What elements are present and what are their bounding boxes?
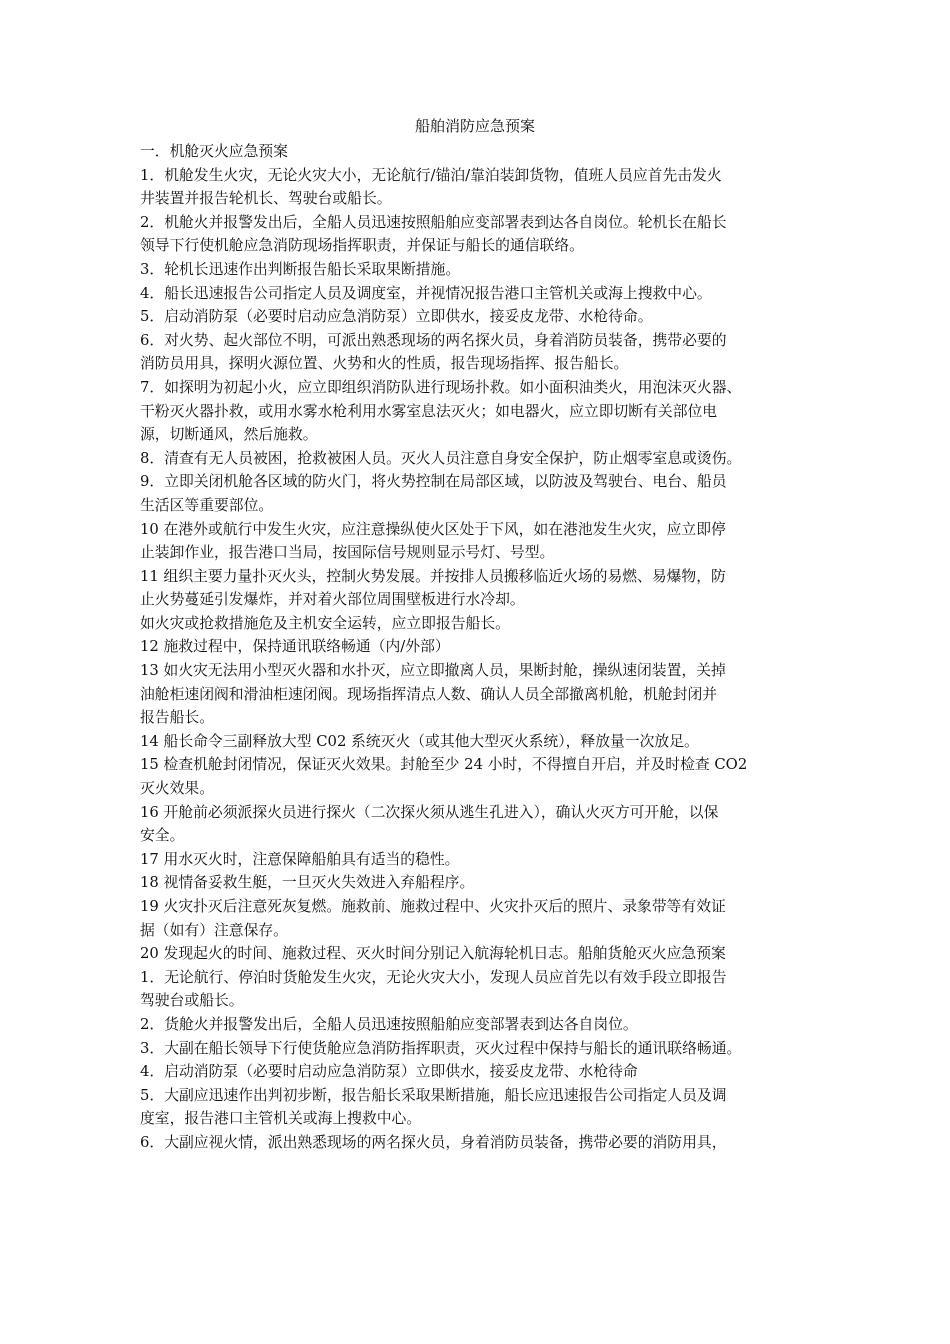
paragraph (140, 895, 830, 942)
text-line: 15 检查机舱封闭情况，保证灭火效果。封舱至少 24 小时，不得擅自开启，并及时检查 CO2 (140, 756, 748, 774)
paragraph (140, 447, 830, 471)
paragraph (140, 1060, 830, 1084)
paragraph (140, 848, 830, 872)
text-line: 领导下行使机舱应急消防现场指挥职责，并保证与船长的通信联络。 (140, 237, 584, 255)
text-line: 度室，报告港口主管机关或海上搜救中心。 (140, 1110, 422, 1128)
paragraph (140, 1084, 830, 1131)
text-line: 17 用水灭火时，注意保障船舶具有适当的稳性。 (140, 850, 460, 868)
paragraph (140, 329, 830, 376)
paragraph (140, 164, 830, 211)
paragraph (140, 942, 830, 966)
text-line: 8．清查有无人员被困，抢救被困人员。灭火人员注意自身安全保护，防止烟零室息或烫伤。 (140, 449, 742, 467)
text-line: 驾驶台或船长。 (140, 992, 244, 1010)
text-line: 报告船长。 (140, 709, 214, 727)
text-line: 7．如探明为初起小火，应立即组织消防队进行现场扑救。如小面积油类火，用泡沫灭火器、 (140, 378, 742, 396)
paragraph (140, 470, 830, 517)
text-line: 19 火灾扑灭后注意死灰复燃。施救前、施救过程中、火灾扑灭后的照片、录象带等有效证 (140, 898, 726, 915)
text-line: 源，切断通风，然后施救。 (140, 426, 318, 444)
paragraph (140, 305, 830, 329)
paragraph (140, 1037, 830, 1061)
text-line: 5．大副应迅速作出判初步断，报告船长采取果断措施，船长应迅速报告公司指定人员及调 (140, 1086, 727, 1104)
paragraph (140, 518, 830, 565)
document-title: 船舶消防应急预案 (414, 117, 535, 135)
text-line: 据（如有）注意保存。 (140, 921, 288, 939)
text-line: 灭火效果。 (140, 780, 214, 798)
text-line: 3．轮机长迅速作出判断报告船长采取果断措施。 (140, 260, 461, 278)
document-body (140, 140, 830, 1155)
text-line: 生活区等重要部位。 (140, 496, 274, 514)
paragraph (140, 659, 830, 730)
text-line: 一．机舱灭火应急预案 (140, 143, 288, 160)
text-line: 2．机舱火并报警发出后，全船人员迅速按照船舶应变部署表到达各自岗位。轮机长在船长 (140, 213, 727, 231)
paragraph (140, 635, 830, 659)
paragraph (140, 753, 830, 800)
text-line: 4．船长迅速报告公司指定人员及调度室，并视情况报告港口主管机关或海上搜救中心。 (140, 284, 712, 302)
paragraph (140, 966, 830, 1013)
text-line: 1．机舱发生火灾，无论火灾大小，无论航行/锚泊/靠泊装卸货物，值班人员应首先击发火 (140, 166, 722, 184)
text-line: 止火势蔓延引发爆炸，并对着火部位周围壁板进行水冷却。 (140, 591, 525, 609)
paragraph (140, 258, 830, 282)
text-line: 干粉灭火器扑救，或用水雾水枪利用水雾室息法灭火；如电器火，应立即切断有关部位电 (140, 402, 718, 420)
paragraph (140, 612, 830, 636)
paragraph (140, 282, 830, 306)
text-line: 16 开舱前必须派探火员进行探火（二次探火须从逃生孔进入），确认火灭方可开舱，以保 (140, 803, 719, 821)
paragraph (140, 211, 830, 258)
text-line: 18 视情备妥救生艇，一旦灭火失效进入弃船程序。 (140, 874, 475, 892)
paragraph (140, 730, 830, 754)
text-line: 如火灾或抢救措施危及主机安全运转，应立即报告船长。 (140, 614, 510, 632)
paragraph (140, 1131, 830, 1155)
text-line: 20 发现起火的时间、施救过程、灭火时间分别记入航海轮机日志。船舶货舱灭火应急预案 (140, 945, 726, 963)
text-line: 1．无论航行、停泊时货舱发生火灾，无论火灾大小，发现人员应首先以有效手段立即报告 (140, 968, 727, 986)
text-line: 10 在港外或航行中发生火灾，应注意操纵使火区处于下风，如在港池发生火灾，应立即停 (140, 520, 726, 538)
text-line: 井装置并报告轮机长、驾驶台或船长。 (140, 190, 392, 208)
text-line: 6．大副应视火情，派出熟悉现场的两名探火员，身着消防员装备，携带必要的消防用具， (140, 1133, 727, 1151)
paragraph (140, 801, 830, 848)
text-line: 6．对火势、起火部位不明，可派出熟悉现场的两名探火员，身着消防员装备，携带必要的 (140, 331, 727, 349)
text-line: 2．货舱火并报警发出后，全船人员迅速按照船舶应变部署表到达各自岗位。 (140, 1015, 638, 1033)
text-line: 安全。 (140, 827, 185, 845)
text-line: 3．大副在船长领导下行使货舱应急消防指挥职责，灭火过程中保持与船长的通讯联络畅通。 (140, 1039, 742, 1057)
paragraph (140, 1013, 830, 1037)
paragraph (140, 140, 830, 164)
text-line: 13 如火灾无法用小型灭火器和水扑灭，应立即撤离人员，果断封舱，操纵速闭装置，关掉 (140, 662, 726, 680)
text-line: 消防员用具，探明火源位置、火势和火的性质，报告现场指挥、报告船长。 (140, 355, 629, 373)
text-line: 4．启动消防泵（必要时启动应急消防泵）立即供水，接妥皮龙带、水枪待命 (140, 1063, 638, 1081)
text-line: 14 船长命令三副释放大型 C02 系统灭火（或其他大型灭火系统），释放量一次放足。 (140, 732, 699, 750)
paragraph (140, 376, 830, 447)
paragraph (140, 565, 830, 612)
text-line: 11 组织主要力量扑灭火头，控制火势发展。并按排人员搬移临近火场的易燃、易爆物，防 (140, 567, 726, 585)
text-line: 12 施救过程中，保持通讯联络畅通（内/外部） (140, 638, 450, 656)
text-line: 5．启动消防泵（必要时启动应急消防泵）立即供水，接妥皮龙带、水枪待命。 (140, 308, 653, 326)
text-line: 9．立即关闭机舱各区域的防火门，将火势控制在局部区域，以防波及驾驶台、电台、船员 (140, 473, 727, 491)
text-line: 止装卸作业，报告港口当局，按国际信号规则显示号灯、号型。 (140, 544, 555, 562)
paragraph (140, 871, 830, 895)
text-line: 油舱柜速闭阀和滑油柜速闭阀。现场指挥清点人数、确认人员全部撤离机舱，机舱封闭并 (140, 685, 718, 703)
